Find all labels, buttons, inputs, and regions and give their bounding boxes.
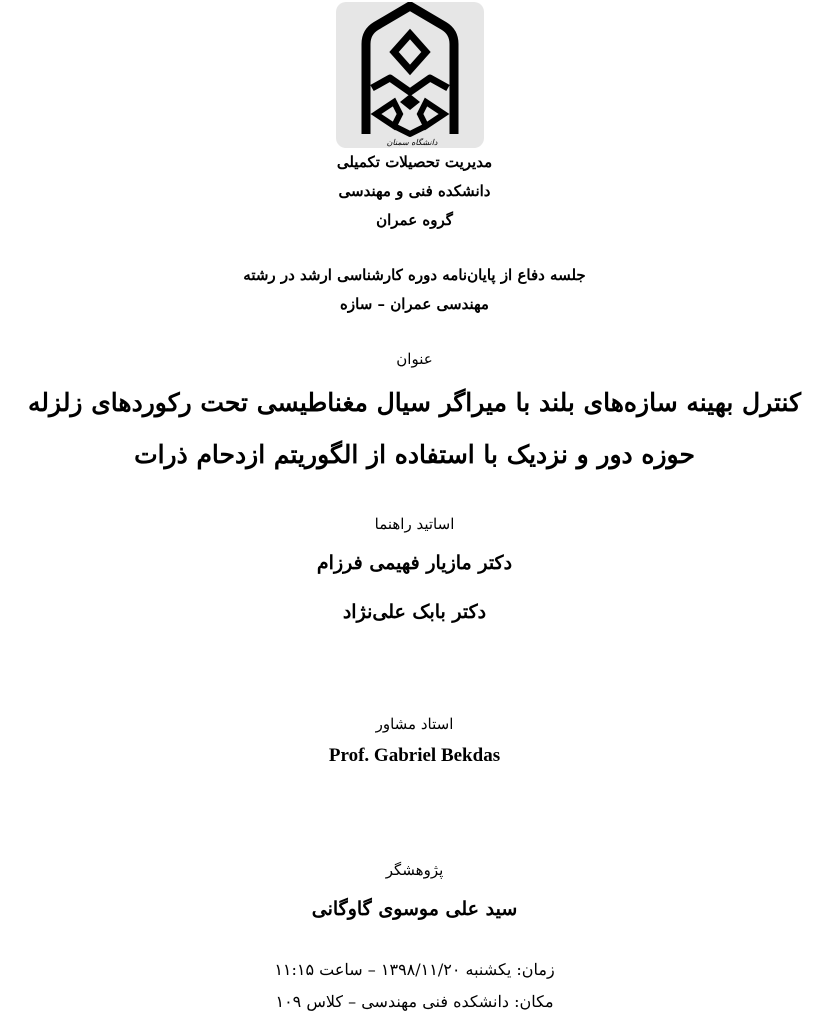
field-of-study: مهندسی عمران – سازه bbox=[340, 295, 489, 313]
defense-heading: جلسه دفاع از پایان‌نامه دوره کارشناسی ارشد در رشته bbox=[243, 266, 586, 284]
session-place: مکان: دانشکده فنی مهندسی – کلاس ۱۰۹ bbox=[275, 992, 554, 1011]
supervisor-name-1: دکتر مازیار فهیمی فرزام bbox=[316, 552, 513, 574]
session-time: زمان: یکشنبه ۱۳۹۸/۱۱/۲۰ – ساعت ۱۱:۱۵ bbox=[274, 960, 555, 979]
thesis-title-line-2: حوزه دور و نزدیک با استفاده از الگوریتم ازدحام ذرات bbox=[134, 440, 695, 469]
advisor-label: استاد مشاور bbox=[375, 715, 454, 733]
university-logo bbox=[336, 2, 484, 148]
supervisors-label: اساتید راهنما bbox=[374, 515, 455, 533]
advisor-name: Prof. Gabriel Bekdas bbox=[328, 745, 501, 766]
logo-caption: دانشگاه سمنان bbox=[386, 138, 438, 147]
university-emblem-icon bbox=[336, 2, 484, 148]
title-label: عنوان bbox=[396, 350, 433, 368]
office-name: مدیریت تحصیلات تکمیلی bbox=[336, 153, 493, 171]
department-name: گروه عمران bbox=[376, 211, 453, 229]
researcher-label: پژوهشگر bbox=[385, 861, 444, 879]
supervisor-name-2: دکتر بابک علی‌نژاد bbox=[342, 601, 487, 623]
faculty-name: دانشکده فنی و مهندسی bbox=[338, 182, 491, 200]
researcher-name: سید علی موسوی گاوگانی bbox=[311, 898, 518, 920]
thesis-title-line-1: کنترل بهینه سازه‌های بلند با میراگر سیال مغناطیسی تحت رکوردهای زلزله bbox=[28, 388, 801, 417]
